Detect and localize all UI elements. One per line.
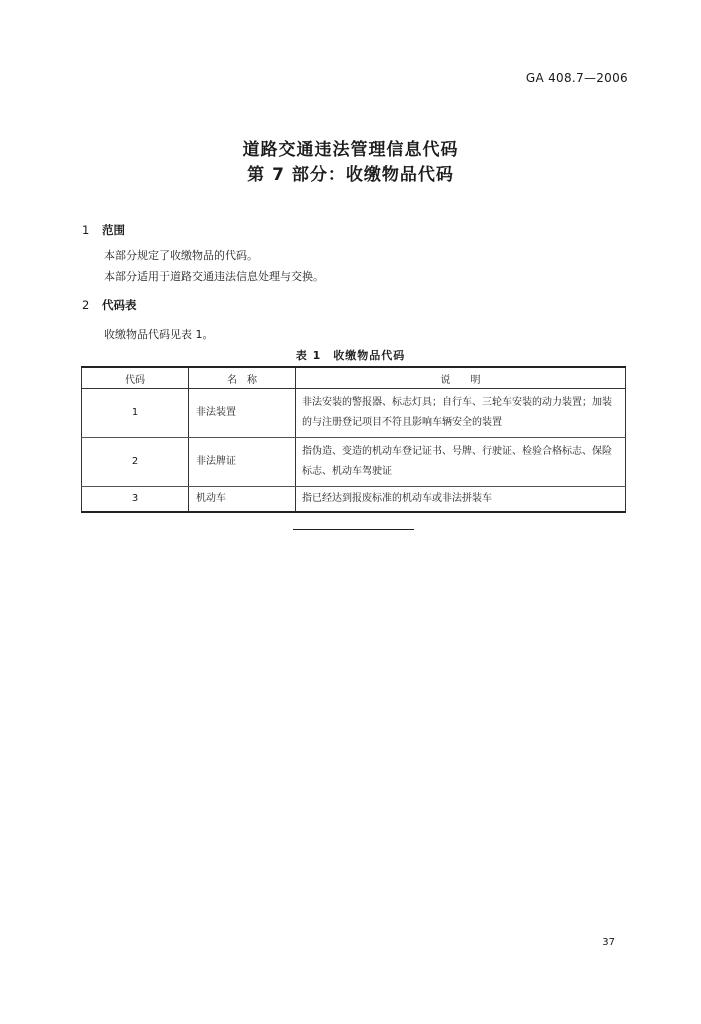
row-name: 机动车 — [189, 487, 296, 513]
row-code: 1 — [82, 389, 189, 438]
row-name: 非法牌证 — [189, 438, 296, 487]
table-header-row — [82, 367, 626, 389]
standard-number: GA 408.7—2006 — [525, 71, 628, 85]
section-2-title: 代码表 — [102, 298, 137, 312]
section-1-title: 范围 — [102, 223, 125, 237]
page-number: 37 — [602, 937, 615, 948]
section-1-number: 1 — [82, 223, 90, 237]
table-row — [82, 438, 626, 487]
row-name: 非法装置 — [189, 389, 296, 438]
table-row — [82, 389, 626, 438]
section-1-paragraph-1: 本部分规定了收缴物品的代码。 — [104, 249, 258, 262]
row-code: 2 — [82, 438, 189, 487]
document-title: 道路交通违法管理信息代码 — [242, 140, 459, 160]
section-2-number: 2 — [82, 298, 90, 312]
row-code: 3 — [82, 487, 189, 513]
section-1-heading — [82, 222, 125, 238]
header-code: 代码 — [82, 367, 189, 389]
section-1-paragraph-2: 本部分适用于道路交通违法信息处理与交换。 — [104, 270, 324, 283]
row-description: 指已经达到报废标准的机动车或非法拼装车 — [296, 487, 626, 513]
header-description: 说 明 — [296, 367, 626, 389]
row-description: 指伪造、变造的机动车登记证书、号牌、行驶证、检验合格标志、保险标志、机动车驾驶证 — [296, 438, 626, 487]
items-code-table — [81, 366, 626, 513]
header-name: 名 称 — [189, 367, 296, 389]
table-caption: 表 1 收缴物品代码 — [295, 349, 406, 362]
end-of-part-rule — [293, 529, 414, 530]
section-2-paragraph-1: 收缴物品代码见表 1。 — [104, 328, 214, 341]
row-description: 非法安装的警报器、标志灯具；自行车、三轮车安装的动力装置；加装的与注册登记项目不符且影响车辆安全的装置 — [296, 389, 626, 438]
document-subtitle: 第 7 部分：收缴物品代码 — [247, 165, 454, 185]
table-row — [82, 487, 626, 513]
section-2-heading — [82, 297, 137, 313]
